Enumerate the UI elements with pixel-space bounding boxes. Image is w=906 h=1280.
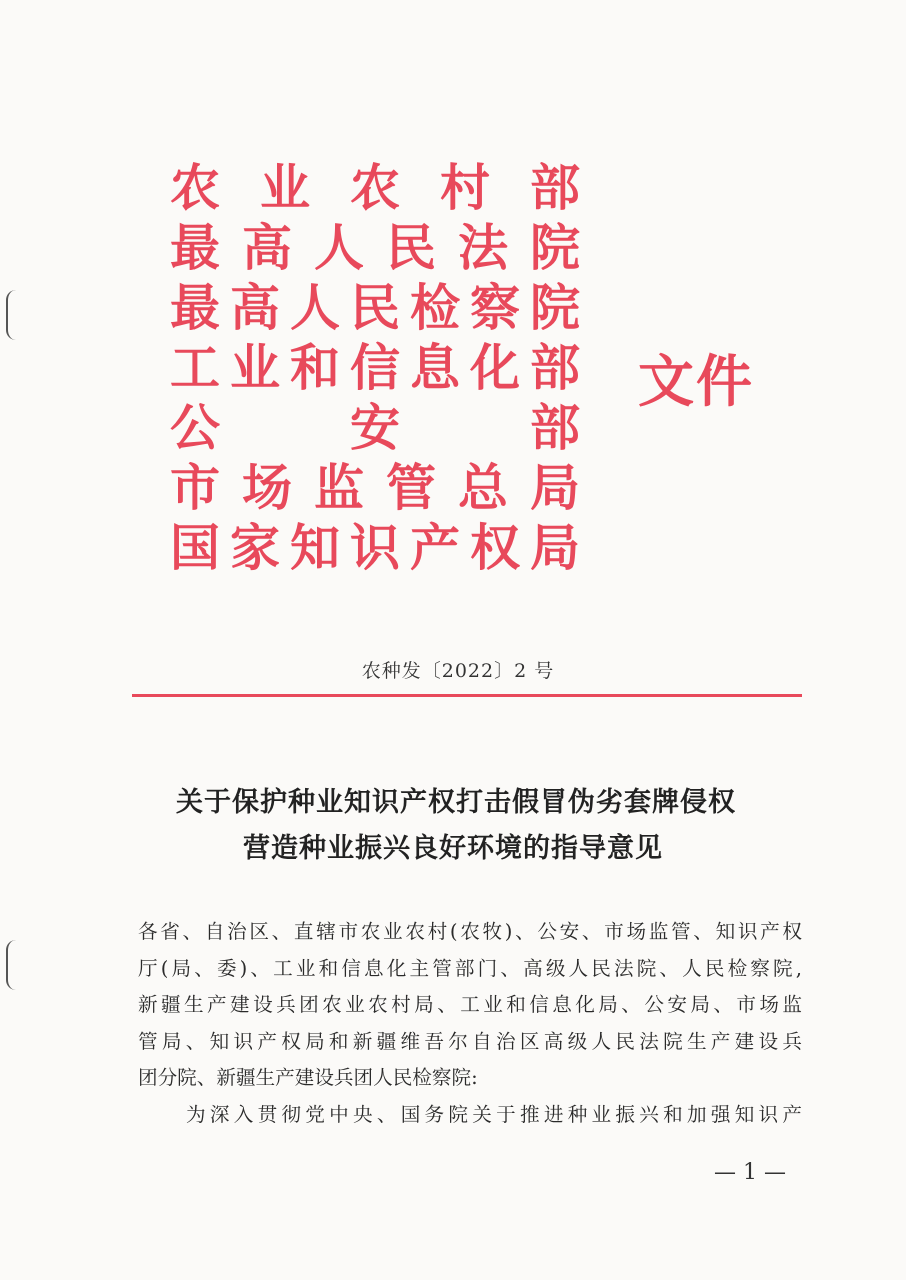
document-title-line-1: 关于保护种业知识产权打击假冒伪劣套牌侵权 [176,787,736,818]
authority-line: 工业和信息化部 [170,338,580,397]
authority-line: 最高人民检察院 [170,278,580,337]
document-title-line-2: 营造种业振兴良好环境的指导意见 [243,833,663,864]
document-word: 文件 [638,349,754,415]
authority-line: 农 业 农 村 部 [170,158,580,217]
addressee-line: 厅(局、委)、工业和信息化主管部门、高级人民法院、人民检察院, [138,956,802,980]
authority-line: 国家知识产权局 [170,518,580,577]
addressee-line: 团分院、新疆生产建设兵团人民检察院: [138,1066,478,1089]
binding-mark-top [6,290,18,340]
issuing-authorities [170,158,590,578]
addressee-block [138,914,802,1097]
addressee-line: 管局、知识产权局和新疆维吾尔自治区高级人民法院生产建设兵 [138,1029,802,1053]
addressee-line: 各省、自治区、直辖市农业农村(农牧)、公安、市场监管、知识产权 [138,920,802,943]
authority-line: 最高人民法院 [170,218,580,277]
body-paragraph: 为深入贯彻党中央、国务院关于推进种业振兴和加强知识产 [186,1103,802,1126]
binding-mark-bottom [6,940,18,990]
page-number: — 1 — [714,1160,786,1185]
red-separator-line [132,694,802,697]
authority-line: 市场监管总局 [170,458,580,517]
document-number: 农种发〔2022〕2 号 [361,660,555,682]
authority-line: 公 安 部 [170,398,580,457]
addressee-line: 新疆生产建设兵团农业农村局、工业和信息化局、公安局、市场监 [138,993,802,1016]
